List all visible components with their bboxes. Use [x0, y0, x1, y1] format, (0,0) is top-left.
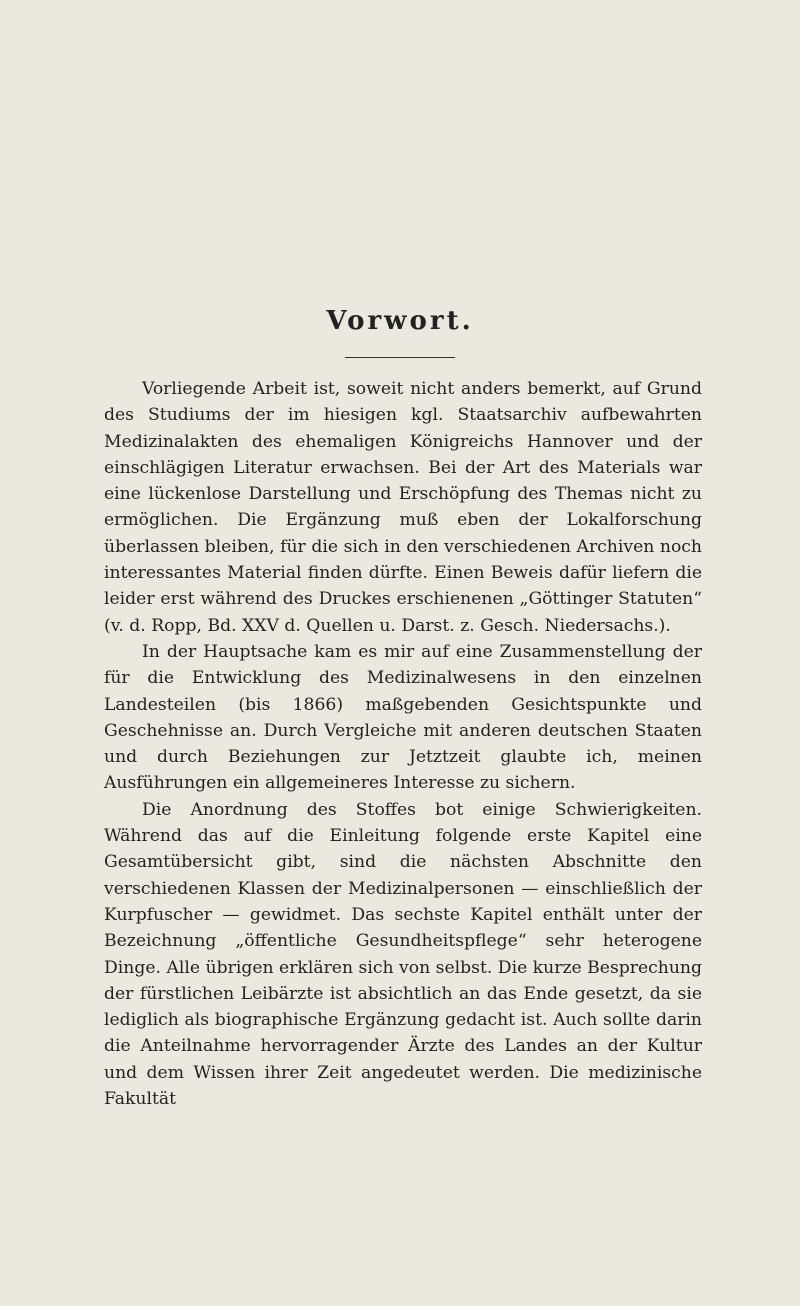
title-divider — [345, 357, 455, 358]
body-text — [104, 376, 702, 1112]
paragraph-1: Vorliegende Arbeit ist, soweit nicht anders bemerkt, auf Grund des Studiums der im hiesigen kgl. Staatsarchiv aufbewahrten Medizinalakten des ehemaligen Königreichs Hannover und der einschlägigen Literatur erwachsen. Bei der Art des Materials war eine lückenlose Darstellung und Erschöpfung des Themas nicht zu ermöglichen. Die Ergänzung muß eben der Lokalforschung überlassen bleiben, für die sich in den verschiedenen Archiven noch interessantes Material finden dürfte. Einen Beweis dafür liefern die leider erst während des Druckes erschienenen „Göttinger Statuten“ (v. d. Ropp, Bd. XXV d. Quellen u. Darst. z. Gesch. Niedersachs.). — [104, 379, 702, 636]
paragraph-3: Die Anordnung des Stoffes bot einige Schwierigkeiten. Während das auf die Einleitung folgende erste Kapitel eine Gesamtübersicht gibt, sind die nächsten Abschnitte den verschiedenen Klassen der Medizinalpersonen — einschließlich der Kurpfuscher — gewidmet. Das sechste Kapitel enthält unter der Bezeichnung „öffentliche Gesundheitspflege“ sehr heterogene Dinge. Alle übrigen erklären sich von selbst. Die kurze Besprechung der fürstlichen Leibärzte ist absichtlich an das Ende gesetzt, da sie lediglich als biographische Ergänzung gedacht ist. Auch sollte darin die Anteilnahme hervorragender Ärzte des Landes an der Kultur und dem Wissen ihrer Zeit angedeutet werden. Die medizinische Fakultät — [104, 799, 702, 1110]
paragraph-2: In der Hauptsache kam es mir auf eine Zusammenstellung der für die Entwicklung des Medizinalwesens in den einzelnen Landesteilen (bis 1866) maßgebenden Gesichtspunkte und Geschehnisse an. Durch Vergleiche mit anderen deutschen Staaten und durch Beziehungen zur Jetztzeit glaubte ich, meinen Ausführungen ein allgemeineres Interesse zu sichern. — [104, 641, 702, 794]
page-title: Vorwort. — [326, 306, 474, 336]
